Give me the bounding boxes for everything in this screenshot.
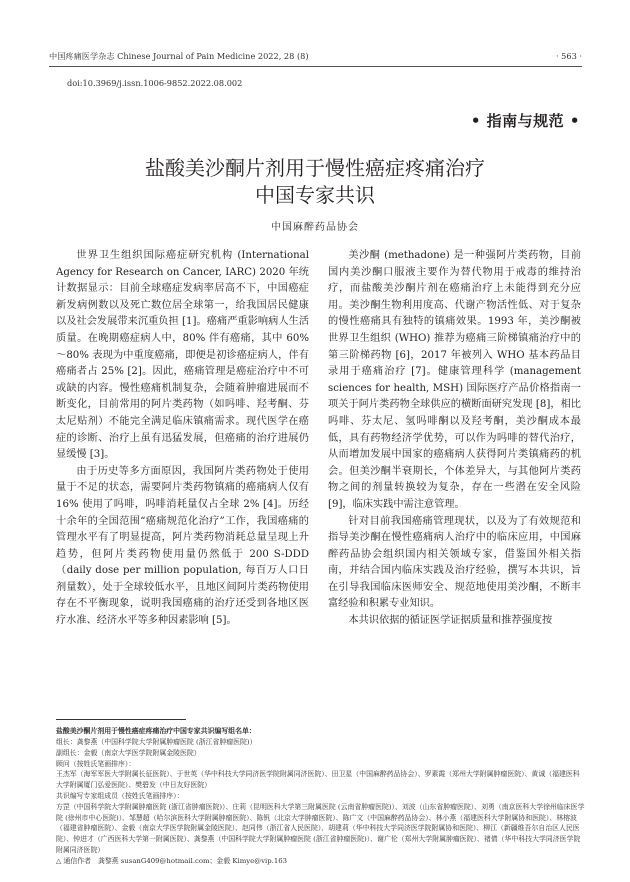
body-paragraph: 针对目前我国癌痛管理现状，以及为了有效规范和指导美沙酮在慢性癌痛病人治疗中的临床应用，中国麻醉药品协会组织国内相关领域专家，借鉴国外相关指南，并结合国内临床实践及治疗经验，撰写本共识，旨在引导我国临床医师安全、规范地使用美沙酮，不断丰富经验和积累专业知识。	[328, 515, 581, 610]
footnote-line: 王杰军（海军军医大学附属长征医院）、于世英（华中科技大学同济医学院附属同济医院）、田卫星（中国麻醉药品协会）、罗素霞（郑州大学附属肿瘤医院）、黄诚（福建医科大学附属厦门弘爱医院）、樊碧发（中日友好医院）	[56, 770, 580, 790]
author-organization: 中国麻醉药品协会	[271, 222, 359, 233]
footnote-rule	[56, 719, 186, 720]
footnote-title: 盐酸美沙酮片剂用于慢性癌症疼痛治疗中国专家共识编写组名单：	[56, 727, 256, 735]
section-tag: • 指南与规范 •	[470, 112, 580, 130]
footnote-line: 组长：龚黎燕（中国科学院大学附属肿瘤医院 (浙江省肿瘤医院)）	[56, 738, 257, 746]
footnote-line: △ 通信作者 龚黎燕 susanG409@hotmail.com；金毅 Kimye@vip.163	[56, 856, 288, 865]
body-paragraph: 由于历史等多方面原因，我国阿片类药物处于使用量于不足的状态，需要阿片类药物镇痛的癌痛病人仅有 16% 使用了吗啡，吗啡消耗量仅占全球 2% [4]。历经十余年的全国范围“癌痛规范化治疗”工作，我国癌痛的管理水平有了明显提高，阿片类药物消耗总量呈现上升趋势，但阿片类药物使用量仍然低于 200 S-DDD（daily dose per million population, 每百万人口日剂量数），处于全球较低水平，且地区间阿片类药物使用存在不平衡现象，说明我国癌痛的治疗还受到各地区医疗水准、经济水平等多种因素影响 [5]。	[56, 465, 309, 627]
paper-title-line1: 盐酸美沙酮片剂用于慢性癌症疼痛治疗	[145, 156, 485, 180]
paper-title-line2: 中国专家共识	[255, 183, 375, 207]
footnote-line: 方罡（中国科学院大学附属肿瘤医院 (浙江省肿瘤医院)）、庄莉（昆明医科大学第三附属医院 (云南省肿瘤医院)）、刘波（山东省肿瘤医院）、刘勇（南京医科大学徐州临床医学院 (徐州市中心医院)）、邹慧超（哈尔滨医科大学附属肿瘤医院）、陈钒（北京大学肿瘤医院）、陈广文（中国麻醉药品协会）、林小燕（福建医科大学附属协和医院）、林榕波（福建省肿瘤医院）、金毅（南京大学医学院附属金陵医院）、赵同伟（浙江省人民医院）、胡建莉（华中科技大学同济医学院附属协和医院）、柳江（新疆维吾尔自治区人民医院）、钟进才（广西医科大学第一附属医院）、龚黎燕（中国科学院大学附属肿瘤医院 (浙江省肿瘤医院)）、谢广伦（郑州大学附属肿瘤医院）、褚倩（华中科技大学同济医学院附属同济医院）	[56, 802, 585, 854]
body-paragraph: 世界卫生组织国际癌症研究机构 (International Agency for Research on Cancer, IARC) 2020 年统计数据显示：目前全球癌症发病率居高不下，中国癌症新发病例数以及死亡数位居全球第一，给我国居民健康以及社会发展带来沉重负担 [1]。癌痛严重影响病人生活质量。在晚期癌症病人中，80% 伴有癌痛，其中 60%～80% 表现为中重度癌痛，即便是初诊癌症病人，伴有癌痛者占 25% [2]。因此，癌痛管理是癌症治疗中不可或缺的内容。慢性癌痛机制复杂，会随着肿瘤进展而不断变化，目前常用的阿片类药物（如吗啡、羟考酮、芬太尼贴剂）不能完全满足临床镇痛需求。现代医学在癌症的诊断、治疗上虽有迅猛发展，但癌痛的治疗进展仍显缓慢 [3]。	[56, 250, 309, 461]
page-number: · 563 ·	[555, 51, 582, 61]
doi-link[interactable]: doi:10.3969/j.issn.1006-9852.2022.08.002	[67, 78, 243, 88]
left-column	[56, 248, 309, 630]
right-column	[328, 248, 581, 630]
footnote-line: 顾问（按姓氏笔画排序）：	[56, 759, 136, 768]
body-paragraph: 本共识依据的循证医学证据质量和推荐强度按	[348, 615, 553, 627]
journal-header: 中国疼痛医学杂志 Chinese Journal of Pain Medicine 2022, 28 (8)	[49, 51, 309, 61]
header-rule	[49, 66, 582, 67]
footnote-line: 副组长：金毅（南京大学医学院附属金陵医院）	[56, 748, 201, 757]
body-paragraph: 美沙酮 (methadone) 是一种强阿片类药物，目前国内美沙酮口服液主要作为替代物用于戒毒的维持治疗，而盐酸美沙酮片剂在癌痛治疗上未能得到充分应用。美沙酮生物利用度高、代谢产物活性低、对于复杂的慢性癌痛具有独特的镇痛效果。1993 年，美沙酮被世界卫生组织 (WHO) 推荐为癌痛三阶梯镇痛治疗中的第三阶梯药物 [6]，2017 年被列入 WHO 基本药品目录用于癌痛治疗 [7]。健康管理科学 (management sciences for health, MSH) 国际医疗产品价格指南一项关于阿片类药物全球供应的横断面研究发现 [8]，相比吗啡、芬太尼、氢吗啡酮以及羟考酮，美沙酮成本最低，具有药物经济学优势，可以作为吗啡的替代治疗，从而增加发展中国家的癌痛病人获得阿片类镇痛药的机会。但美沙酮半衰期长，个体差异大，与其他阿片类药物之间的剂量转换较为复杂，存在一些潜在安全风险 [9]，临床实践中需注意管理。	[328, 250, 581, 510]
footnote-line: 共识编写专家组成员（按姓氏笔画排序）：	[56, 791, 184, 800]
footnote-body	[56, 737, 586, 867]
